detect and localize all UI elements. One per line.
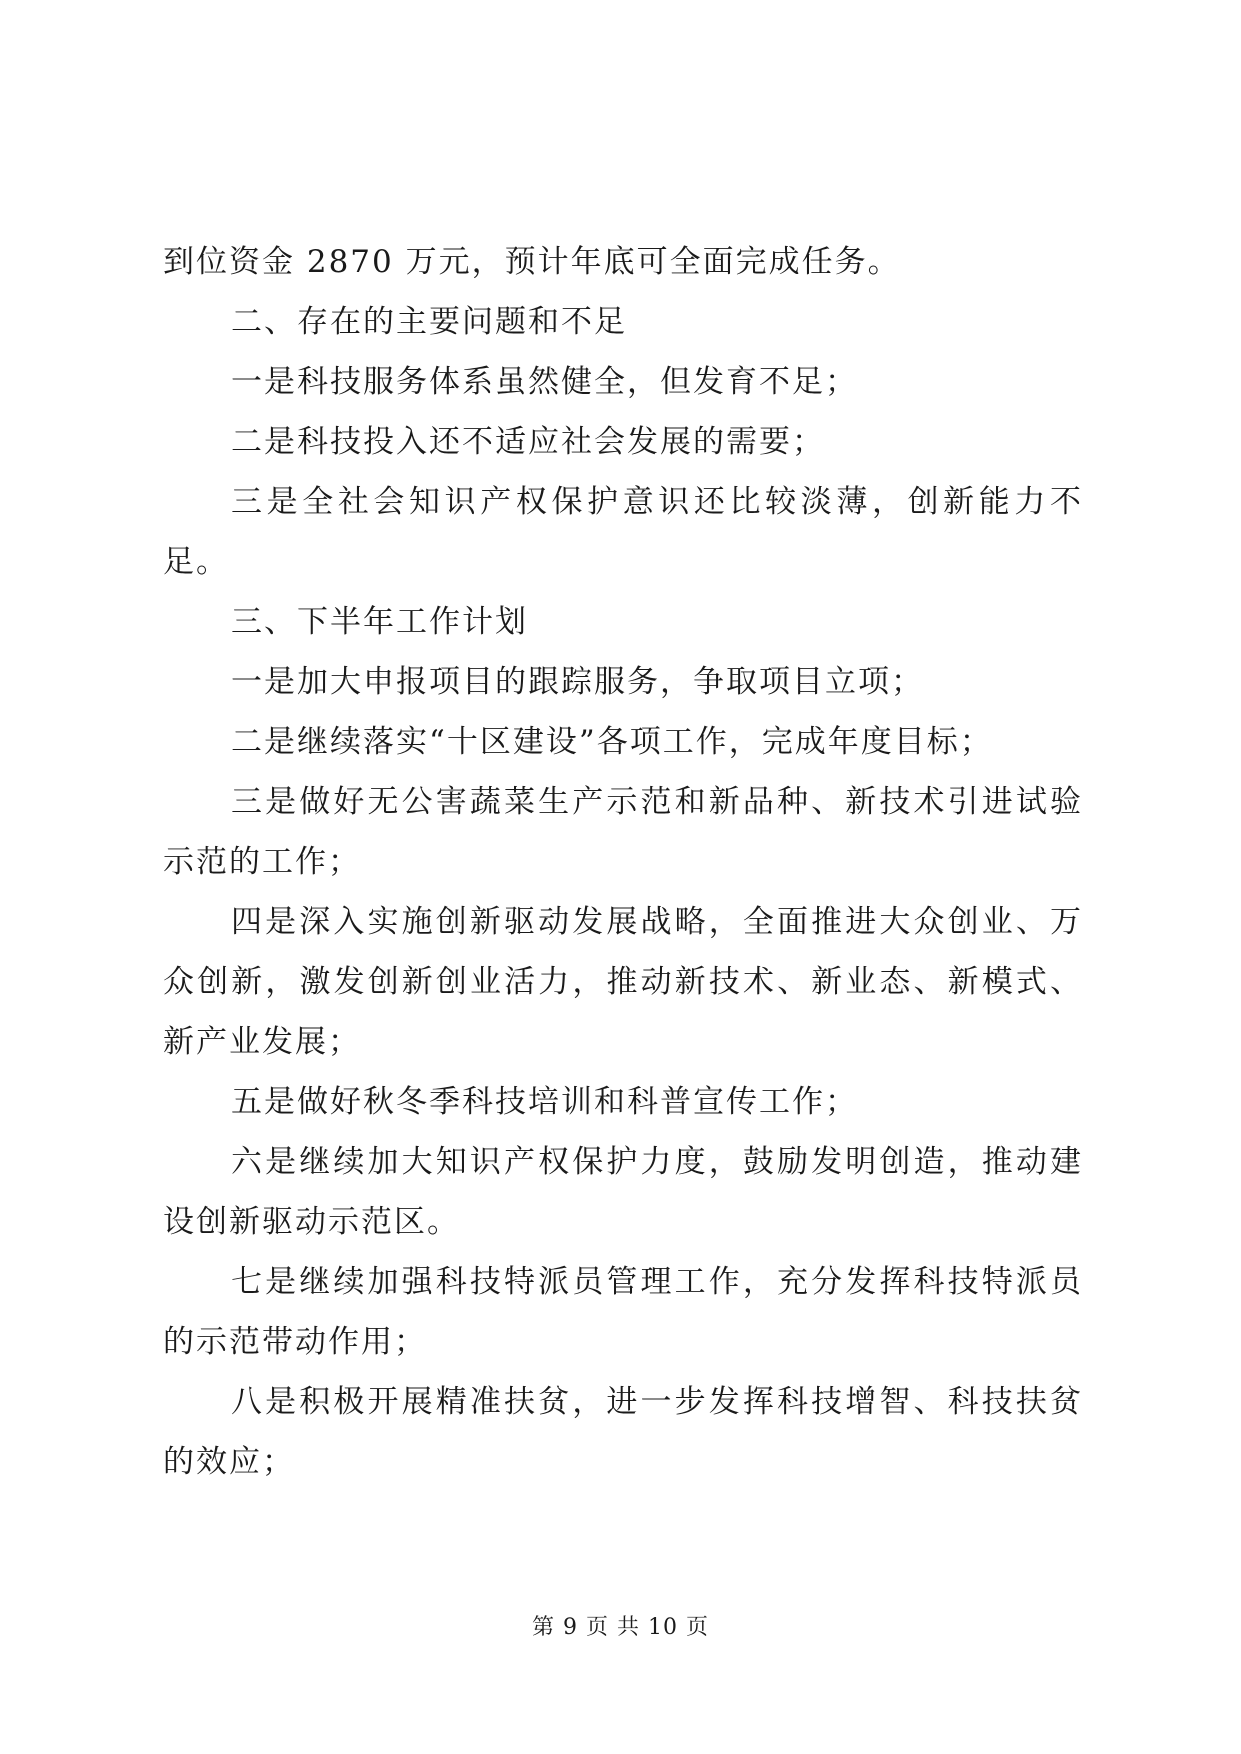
paragraph-plan-2: 二是继续落实“十区建设”各项工作，完成年度目标； [231,724,993,760]
heading-work-plan: 三、下半年工作计划 [231,604,528,640]
paragraph-problem-2: 二是科技投入还不适应社会发展的需要； [231,424,825,460]
document-body [163,232,1083,1492]
paragraph-problem-1: 一是科技服务体系虽然健全，但发育不足； [231,364,858,400]
paragraph-plan-6: 六是继续加大知识产权保护力度，鼓励发明创造，推动建设创新驱动示范区。 [163,1144,1083,1240]
heading-problems: 二、存在的主要问题和不足 [231,304,627,340]
paragraph-plan-5: 五是做好秋冬季科技培训和科普宣传工作； [231,1084,858,1120]
paragraph-funding-summary: 到位资金 2870 万元，预计年底可全面完成任务。 [163,244,901,280]
paragraph-plan-3: 三是做好无公害蔬菜生产示范和新品种、新技术引进试验示范的工作； [163,784,1083,880]
paragraph-problem-3: 三是全社会知识产权保护意识还比较淡薄，创新能力不足。 [163,484,1083,580]
page-number-footer: 第 9 页 共 10 页 [532,1615,709,1640]
paragraph-plan-4: 四是深入实施创新驱动发展战略，全面推进大众创业、万众创新，激发创新创业活力，推动新技术、新业态、新模式、新产业发展； [163,904,1083,1060]
paragraph-plan-8: 八是积极开展精准扶贫，进一步发挥科技增智、科技扶贫的效应； [163,1384,1083,1480]
paragraph-plan-1: 一是加大申报项目的跟踪服务，争取项目立项； [231,664,924,700]
paragraph-plan-7: 七是继续加强科技特派员管理工作，充分发挥科技特派员的示范带动作用； [163,1264,1083,1360]
